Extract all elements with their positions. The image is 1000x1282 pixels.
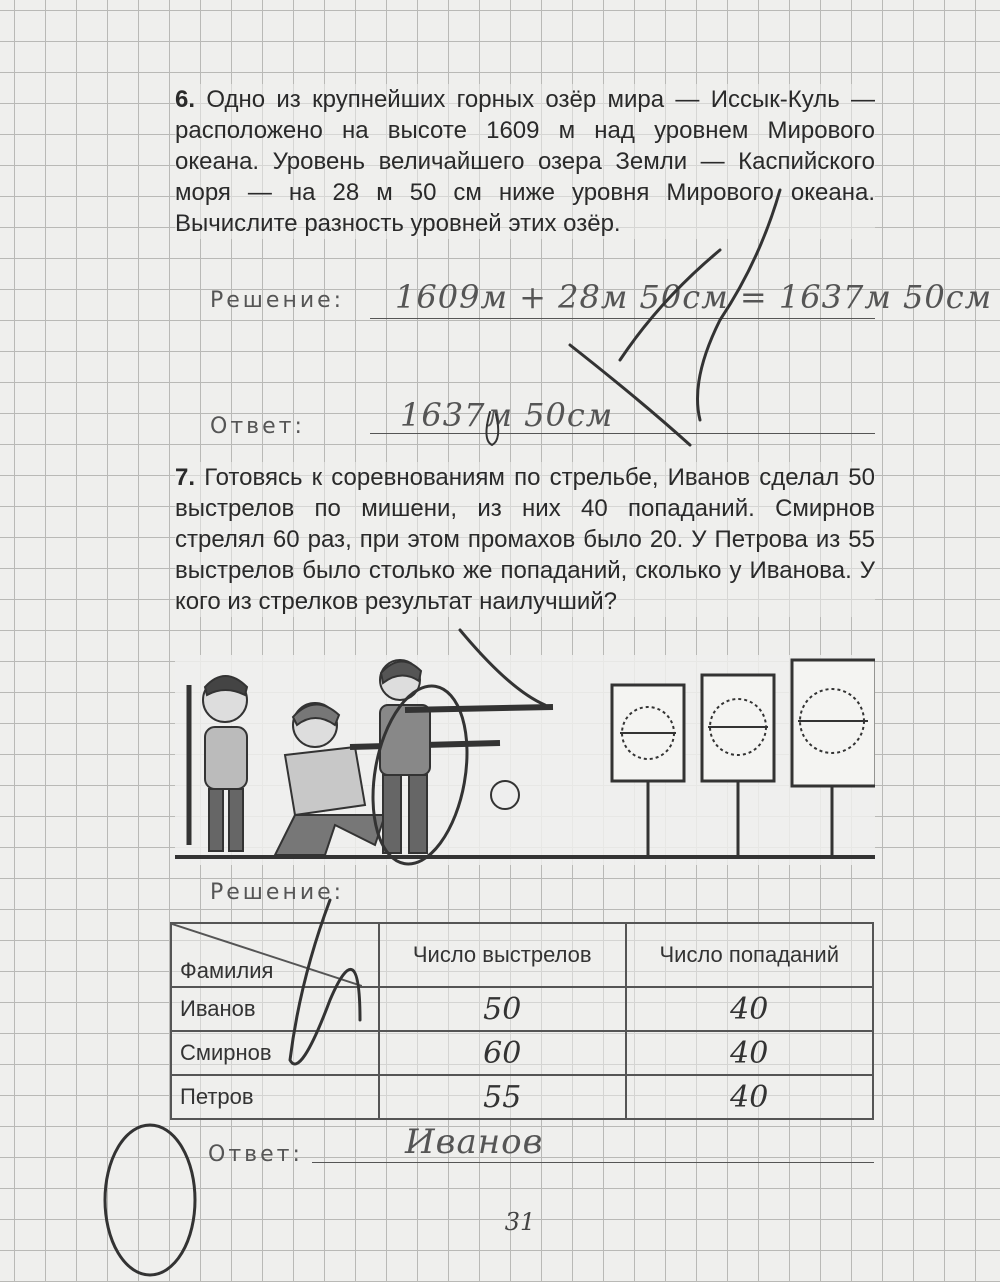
task-6-text	[175, 84, 875, 239]
task-7-solution-label: Решение:	[210, 880, 345, 905]
table-header-row	[171, 923, 873, 987]
task-6-handwritten-answer: 1637м 50см	[400, 396, 614, 434]
row-shots: 50	[379, 987, 626, 1031]
row-shots: 60	[379, 1031, 626, 1075]
task-7-text	[175, 462, 875, 617]
column-header-shots: Число выстрелов	[379, 923, 626, 987]
task-6-answer-label: Ответ:	[210, 414, 305, 439]
page-number: 31	[504, 1208, 536, 1236]
row-hits: 40	[626, 1031, 873, 1075]
table-row	[171, 987, 873, 1031]
row-name: Петров	[171, 1075, 379, 1119]
task-7-handwritten-answer: Иванов	[405, 1122, 544, 1162]
task-6-solution-line	[370, 318, 875, 319]
row-shots: 55	[379, 1075, 626, 1119]
row-hits: 40	[626, 987, 873, 1031]
shooting-range-illustration	[175, 655, 875, 865]
task-7-number: 7.	[175, 464, 196, 491]
row-name: Иванов	[171, 987, 379, 1031]
task-7-statement: Готовясь к соревнованиям по стрельбе, Иванов сделал 50 выстрелов по мишени, из них 40 попаданий. Смирнов стрелял 60 раз, при этом промахов было 20. У Петрова из 55 выстрелов было столько же попаданий, сколько у Иванова. У кого из стрелков результат наилучший?	[175, 464, 876, 615]
task-6-number: 6.	[175, 86, 196, 113]
table-row	[171, 1075, 873, 1119]
table-corner-header	[171, 923, 379, 987]
task-6-handwritten-solution: 1609м + 28м 50см = 1637м 50см	[395, 278, 993, 316]
row-name: Смирнов	[171, 1031, 379, 1075]
table-row	[171, 1031, 873, 1075]
task-7-answer-label: Ответ:	[208, 1142, 303, 1167]
results-table	[170, 922, 874, 1120]
row-hits: 40	[626, 1075, 873, 1119]
task-7-answer-line	[312, 1162, 874, 1163]
task-6-solution-label: Решение:	[210, 288, 345, 313]
column-header-hits: Число попаданий	[626, 923, 873, 987]
corner-header-label: Фамилия	[180, 958, 274, 983]
task-6-statement: Одно из крупнейших горных озёр мира — Иссык-Куль — расположено на высоте 1609 м над уровнем Мирового океана. Уровень величайшего озера Земли — Каспийского моря — на 28 м 50 см ниже уровня Мирового океана. Вычислите разность уровней этих озёр.	[175, 86, 876, 237]
